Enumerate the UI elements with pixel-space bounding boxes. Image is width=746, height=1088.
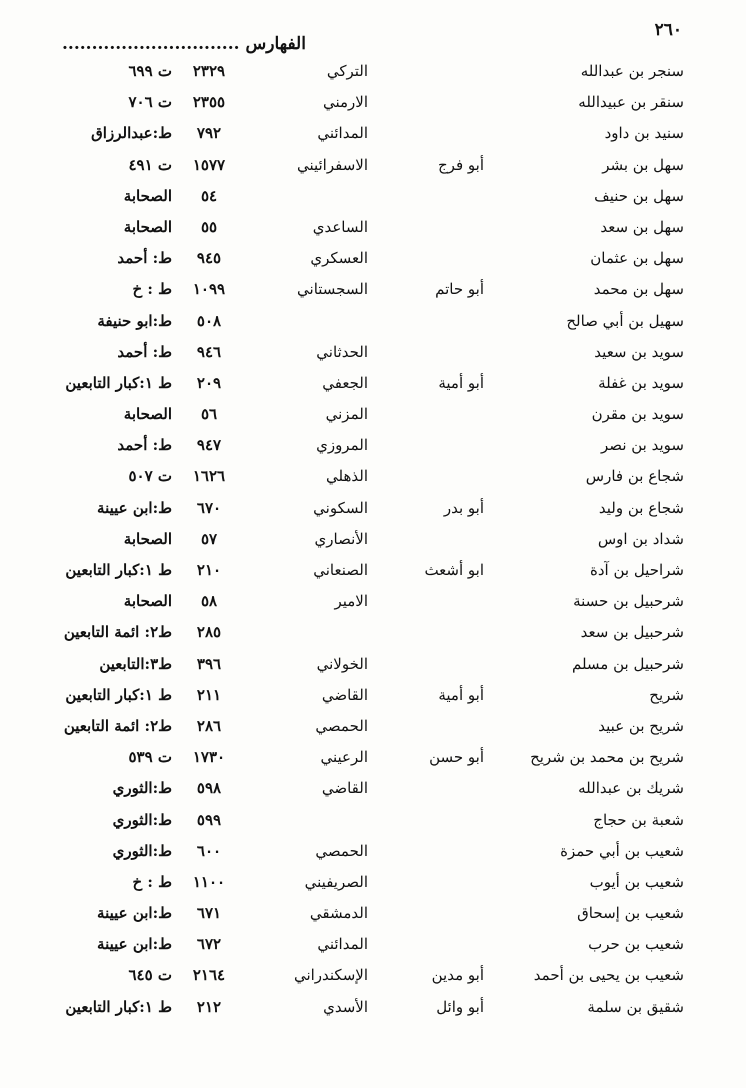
table-row <box>60 430 684 461</box>
entry-number: ٢١٦٤ <box>192 966 226 985</box>
entry-nisba: الاسفرائيني <box>296 155 368 174</box>
entry-name: سويد بن غفلة <box>598 373 684 392</box>
table-row <box>60 118 684 149</box>
entry-kunya: أبو فرج <box>438 155 484 174</box>
entry-name: شعيب بن أبي حمزة <box>560 841 684 860</box>
entry-kunya: أبو أمية <box>438 685 484 704</box>
entry-number: ٢٨٦ <box>196 716 222 735</box>
entry-name: سويد بن مقرن <box>591 405 684 424</box>
entry-number: ٥٦ <box>200 405 218 424</box>
entry-name: سنقر بن عبيدالله <box>578 93 684 112</box>
table-row <box>60 461 684 492</box>
entry-nisba: الإسكندراني <box>293 966 368 985</box>
table-row <box>60 337 684 368</box>
entry-note: ت ٦٩٩ <box>128 62 172 80</box>
entry-nisba: المروزي <box>316 436 368 455</box>
entry-number: ٩٤٥ <box>196 249 222 268</box>
entry-name: سهل بن عثمان <box>590 249 684 268</box>
entry-name: شريح بن عبيد <box>598 716 684 735</box>
entry-name: شداد بن اوس <box>597 529 684 548</box>
entry-note: ط : خ <box>132 280 172 299</box>
entry-number: ٥٧ <box>200 529 218 548</box>
entry-nisba: الحمصي <box>315 841 368 860</box>
entry-kunya: أبو حسن <box>429 748 484 767</box>
entry-nisba: المزني <box>325 405 368 424</box>
table-row <box>60 992 684 1023</box>
entry-number: ٢١٢ <box>196 997 222 1016</box>
table-row <box>60 274 684 305</box>
entry-number: ١٥٧٧ <box>192 155 226 174</box>
entry-note: ط: أحمد <box>117 342 172 361</box>
entry-note: ط:الثوري <box>112 779 172 798</box>
entry-kunya: أبو وائل <box>436 997 484 1016</box>
entry-number: ٢١١ <box>196 685 222 704</box>
table-row <box>60 680 684 711</box>
entry-name: سهل بن بشر <box>602 155 684 174</box>
entry-nisba: الأنصاري <box>314 529 368 548</box>
entry-kunya: أبو حاتم <box>435 280 484 299</box>
table-row <box>60 56 684 87</box>
entry-name: شعيب بن إسحاق <box>577 904 684 923</box>
entry-name: شرحبيل بن حسنة <box>573 592 684 611</box>
table-row <box>60 555 684 586</box>
table-row <box>60 711 684 742</box>
entry-name: شرحبيل بن سعد <box>580 623 684 642</box>
entry-note: ط ١:كبار التابعين <box>65 373 172 392</box>
entry-name: شعيب بن حرب <box>588 935 684 954</box>
entry-number: ٢٣٥٥ <box>192 93 226 112</box>
table-row <box>60 929 684 960</box>
table-row <box>60 399 684 430</box>
entry-nisba: الارمني <box>322 93 368 112</box>
entry-number: ٣٩٦ <box>196 654 222 673</box>
entry-kunya: ابو أشعث <box>424 561 484 579</box>
entry-number: ٢٣٢٩ <box>192 62 226 80</box>
table-row <box>60 524 684 555</box>
table-row <box>60 181 684 212</box>
entry-name: شريك بن عبدالله <box>578 779 684 798</box>
entry-nisba: الساعدي <box>312 217 368 236</box>
entry-name: شريح بن محمد بن شريح <box>530 748 684 767</box>
entry-note: ط: أحمد <box>117 249 172 268</box>
entry-nisba: الحدثاني <box>316 342 368 361</box>
entry-number: ٥٨ <box>200 592 218 611</box>
section-title-text: الفهارس <box>245 34 306 54</box>
entry-nisba: الحمصي <box>315 716 368 735</box>
entry-number: ٩٤٦ <box>196 342 222 361</box>
entry-note: ط : خ <box>132 872 172 891</box>
entry-note: ط٢: ائمة التابعين <box>63 623 172 642</box>
entry-note: ط:الثوري <box>112 841 172 860</box>
entry-number: ٦٠٠ <box>196 841 222 860</box>
table-row <box>60 773 684 804</box>
entry-note: ت ٧٠٦ <box>128 93 172 112</box>
entry-number: ١٧٣٠ <box>192 748 226 767</box>
entry-note: الصحابة <box>123 405 172 424</box>
entry-nisba: الامير <box>334 592 368 611</box>
entry-nisba: السكوني <box>313 498 368 517</box>
entry-nisba: الرعيني <box>320 748 368 767</box>
page-number: ٢٦٠ <box>654 20 682 40</box>
entry-nisba: الصريفيني <box>304 872 368 891</box>
table-row <box>60 243 684 274</box>
entry-name: سهل بن سعد <box>600 217 684 236</box>
entry-number: ٦٧٢ <box>196 935 222 954</box>
entry-nisba: المدائني <box>317 124 368 143</box>
entry-note: الصحابة <box>123 217 172 236</box>
entry-name: سهل بن محمد <box>593 280 684 299</box>
table-row <box>60 649 684 680</box>
table-row <box>60 960 684 991</box>
entry-name: شريح <box>649 685 684 704</box>
entry-nisba: القاضي <box>321 685 368 704</box>
entry-number: ٦٧١ <box>196 904 222 923</box>
table-row <box>60 306 684 337</box>
entry-note: الصحابة <box>123 592 172 611</box>
entry-number: ٢١٠ <box>196 561 222 579</box>
entry-nisba: الذهلي <box>326 467 368 486</box>
entry-note: ط٢: ائمة التابعين <box>63 716 172 735</box>
table-row <box>60 742 684 773</box>
entry-number: ٥٠٨ <box>196 311 222 330</box>
entry-name: شراحيل بن آدة <box>589 561 684 579</box>
entry-note: ت ٤٩١ <box>128 155 172 174</box>
entry-note: ط:ابن عيينة <box>97 904 172 923</box>
entry-number: ٧٩٢ <box>196 124 222 143</box>
entry-kunya: أبو أمية <box>438 373 484 392</box>
entry-note: ت ٦٤٥ <box>128 966 172 985</box>
table-row <box>60 87 684 118</box>
entry-name: سويد بن سعيد <box>594 342 684 361</box>
entry-name: سويد بن نصر <box>601 436 684 455</box>
entry-note: ط:عبدالرزاق <box>91 124 172 143</box>
table-row <box>60 586 684 617</box>
entry-number: ٥٩٩ <box>196 810 222 829</box>
entry-note: الصحابة <box>123 186 172 205</box>
entry-number: ٦٧٠ <box>196 498 222 517</box>
table-row <box>60 617 684 648</box>
entry-nisba: الصنعاني <box>313 561 368 579</box>
table-row <box>60 898 684 929</box>
entry-nisba: الدمشقي <box>309 904 368 923</box>
entry-nisba: المدائني <box>317 935 368 954</box>
entry-name: سهيل بن أبي صالح <box>566 311 684 330</box>
entry-number: ٥٥ <box>200 217 218 236</box>
entry-number: ١١٠٠ <box>192 872 226 891</box>
entry-nisba: الخولاني <box>316 654 368 673</box>
table-row <box>60 836 684 867</box>
table-row <box>60 368 684 399</box>
entry-name: سنيد بن داود <box>604 124 684 143</box>
table-row <box>60 867 684 898</box>
entry-name: سنجر بن عبدالله <box>580 62 684 80</box>
entry-kunya: أبو مدين <box>431 966 484 985</box>
table-row <box>60 493 684 524</box>
entry-note: ت ٥٠٧ <box>128 467 172 486</box>
entry-nisba: السجستاني <box>297 280 368 299</box>
entry-number: ٢٨٥ <box>196 623 222 642</box>
entry-note: ط:الثوري <box>112 810 172 829</box>
entry-note: ط ١:كبار التابعين <box>65 997 172 1016</box>
entry-name: شجاع بن فارس <box>585 467 684 486</box>
entry-number: ١٠٩٩ <box>192 280 226 299</box>
entry-nisba: العسكري <box>310 249 368 268</box>
entry-note: ط: أحمد <box>117 436 172 455</box>
entry-note: الصحابة <box>123 529 172 548</box>
entry-nisba: الجعفي <box>322 373 368 392</box>
entry-note: ط٣:التابعين <box>99 654 172 673</box>
entry-note: ط ١:كبار التابعين <box>65 561 172 579</box>
entry-nisba: القاضي <box>321 779 368 798</box>
entry-number: ١٦٢٦ <box>192 467 226 486</box>
entry-note: ت ٥٣٩ <box>128 748 172 767</box>
entry-note: ط:ابن عيينة <box>97 935 172 954</box>
entry-nisba: الأسدي <box>323 997 368 1016</box>
entry-nisba: التركي <box>326 62 368 80</box>
entry-name: شجاع بن وليد <box>598 498 684 517</box>
entry-name: شعيب بن أيوب <box>589 872 684 891</box>
entry-name: شقيق بن سلمة <box>587 997 684 1016</box>
entry-note: ط ١:كبار التابعين <box>65 685 172 704</box>
index-table <box>60 56 684 1023</box>
table-row <box>60 212 684 243</box>
section-title <box>62 34 306 54</box>
entry-number: ٥٩٨ <box>196 779 222 798</box>
entry-number: ٢٠٩ <box>196 373 222 392</box>
table-row <box>60 805 684 836</box>
entry-note: ط:ابو حنيفة <box>97 311 172 330</box>
entry-number: ٥٤ <box>200 186 218 205</box>
leader-dots: .............................. <box>62 34 240 54</box>
page-header <box>62 20 684 60</box>
entry-name: شعبة بن حجاج <box>593 810 684 829</box>
entry-name: سهل بن حنيف <box>594 186 684 205</box>
entry-name: شعيب بن يحيى بن أحمد <box>533 966 684 985</box>
entry-note: ط:ابن عيينة <box>97 498 172 517</box>
table-row <box>60 150 684 181</box>
entry-name: شرحبيل بن مسلم <box>571 654 684 673</box>
entry-kunya: أبو بدر <box>443 498 484 517</box>
entry-number: ٩٤٧ <box>196 436 222 455</box>
